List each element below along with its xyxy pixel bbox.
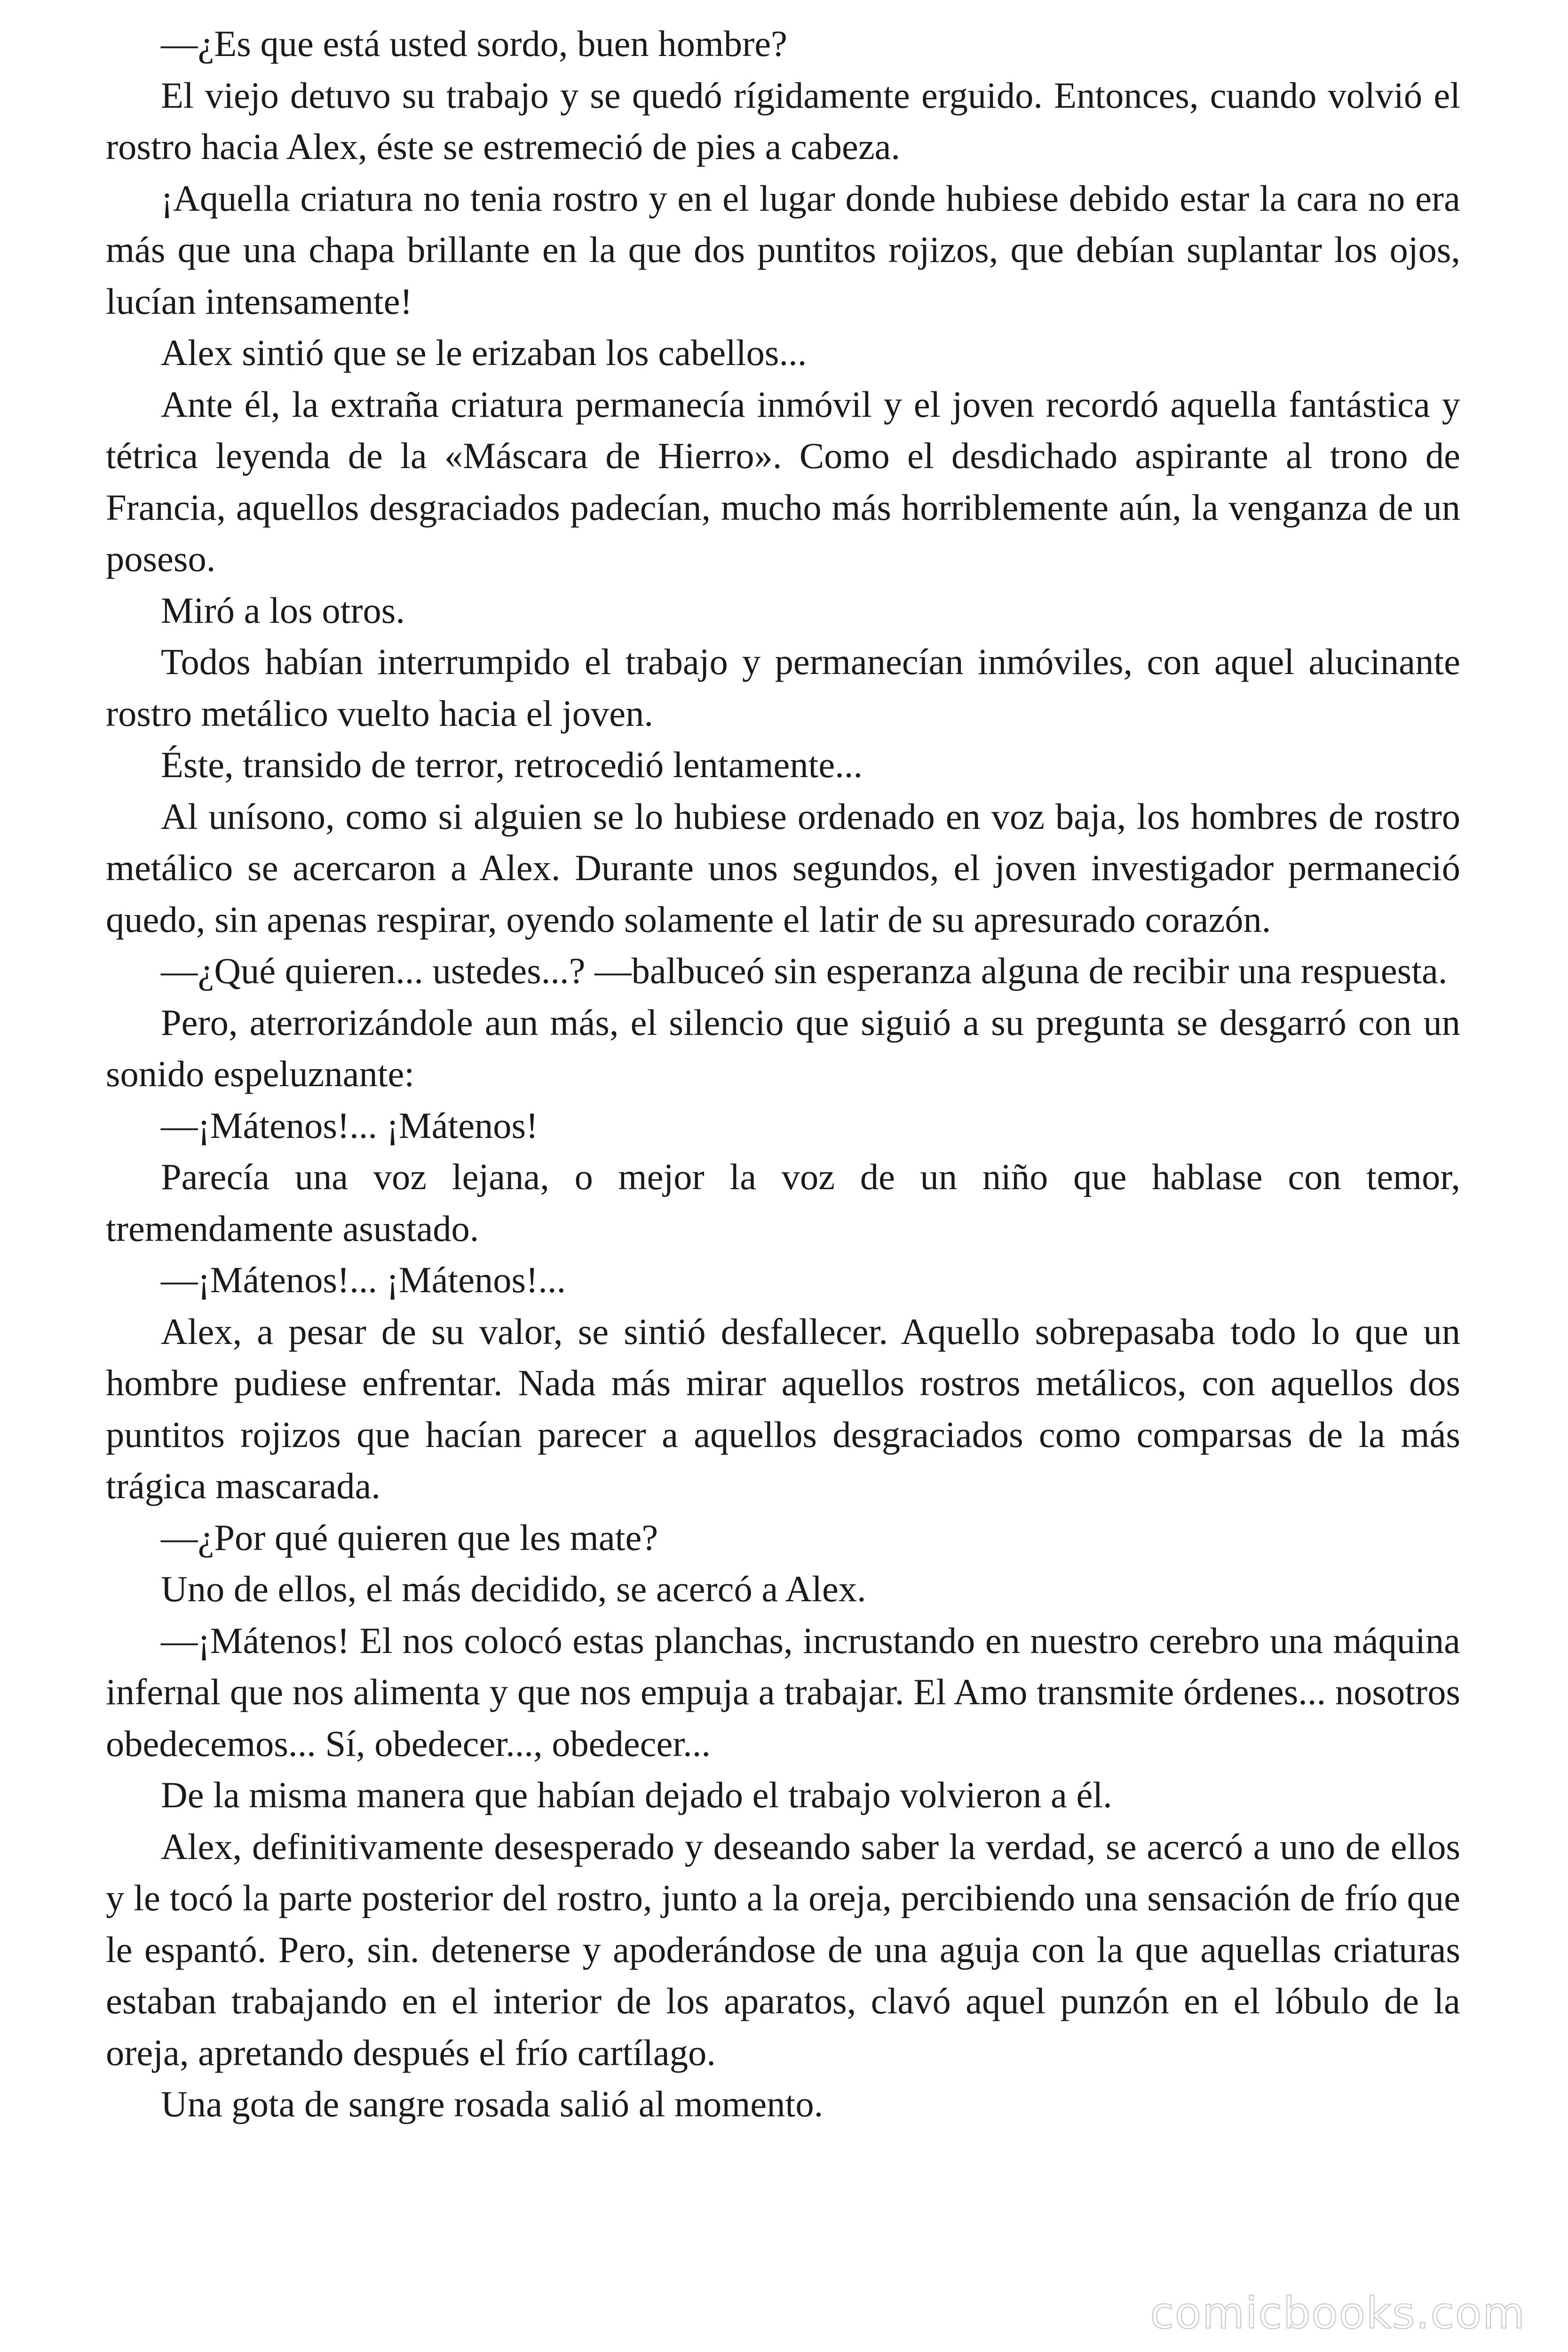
paragraph: Miró a los otros.: [161, 589, 405, 631]
paragraph: De la misma manera que habían dejado el trabajo volvieron a él.: [161, 1774, 1112, 1815]
paragraph: Alex, definitivamente desesperado y deseando saber la verdad, se acercó a uno de ellos y le tocó la parte posterior del rostro, junto a la oreja, percibiendo una sensación de frío que le espantó. Pero, sin. detenerse y apoderándose de una aguja con la que aquellas criaturas estaban trabajando en el interior de los aparatos, clavó aquel punzón en el lóbulo de la oreja, apretando después el frío cartílago.: [106, 1826, 1460, 2073]
paragraph: Éste, transido de terror, retrocedió lentamente...: [161, 744, 863, 785]
paragraph: Pero, aterrorizándole aun más, el silencio que siguió a su pregunta se desgarró con un sonido espeluznante:: [106, 1001, 1460, 1094]
paragraph: Uno de ellos, el más decidido, se acercó a Alex.: [161, 1568, 866, 1609]
paragraph: Al unísono, como si alguien se lo hubiese ordenado en voz baja, los hombres de rostro metálico se acercaron a Alex. Durante unos segundos, el joven investigador permaneció quedo, sin apenas respirar, oyendo solamente el latir de su apresurado corazón.: [106, 795, 1460, 940]
paragraph: ¡Aquella criatura no tenia rostro y en el lugar donde hubiese debido estar la cara no era más que una chapa brillante en la que dos puntitos rojizos, que debían suplantar los ojos, lucían intensamente!: [106, 177, 1460, 322]
paragraph: Parecía una voz lejana, o mejor la voz de un niño que hablase con temor, tremendamente asustado.: [106, 1156, 1460, 1249]
paragraph: Una gota de sangre rosada salió al momento.: [161, 2083, 824, 2124]
paragraph: —¿Qué quieren... ustedes...? —balbuceó sin esperanza alguna de recibir una respuesta.: [161, 950, 1448, 991]
paragraph: Ante él, la extraña criatura permanecía inmóvil y el joven recordó aquella fantástica y tétrica leyenda de la «Máscara de Hierro». Como el desdichado aspirante al trono de Francia, aquellos desgraciados padecían, mucho más horriblemente aún, la venganza de un poseso.: [106, 383, 1460, 579]
paragraph: El viejo detuvo su trabajo y se quedó rígidamente erguido. Entonces, cuando volvió el rostro hacia Alex, éste se estremeció de pies a cabeza.: [106, 74, 1460, 167]
paragraph: Todos habían interrumpido el trabajo y permanecían inmóviles, con aquel alucinante rostro metálico vuelto hacia el joven.: [106, 641, 1460, 734]
watermark: comicbooks.com: [1150, 2288, 1526, 2338]
paragraph: —¡Mátenos! El nos colocó estas planchas, incrustando en nuestro cerebro una máquina infernal que nos alimenta y que nos empuja a trabajar. El Amo transmite órdenes... nosotros obedecemos... Sí, obedecer..., obedecer...: [106, 1620, 1460, 1764]
paragraph: Alex sintió que se le erizaban los cabellos...: [161, 332, 807, 373]
paragraph: —¡Mátenos!... ¡Mátenos!: [161, 1104, 539, 1146]
paragraph: —¡Mátenos!... ¡Mátenos!...: [161, 1259, 566, 1300]
paragraph: —¿Es que está usted sordo, buen hombre?: [161, 23, 787, 64]
page-text: [106, 18, 1460, 2130]
paragraph: Alex, a pesar de su valor, se sintió desfallecer. Aquello sobrepasaba todo lo que un hombre pudiese enfrentar. Nada más mirar aquellos rostros metálicos, con aquellos dos puntitos rojizos que hacían parecer a aquellos desgraciados como comparsas de la más trágica mascarada.: [106, 1311, 1460, 1506]
paragraph: —¿Por qué quieren que les mate?: [161, 1517, 658, 1558]
